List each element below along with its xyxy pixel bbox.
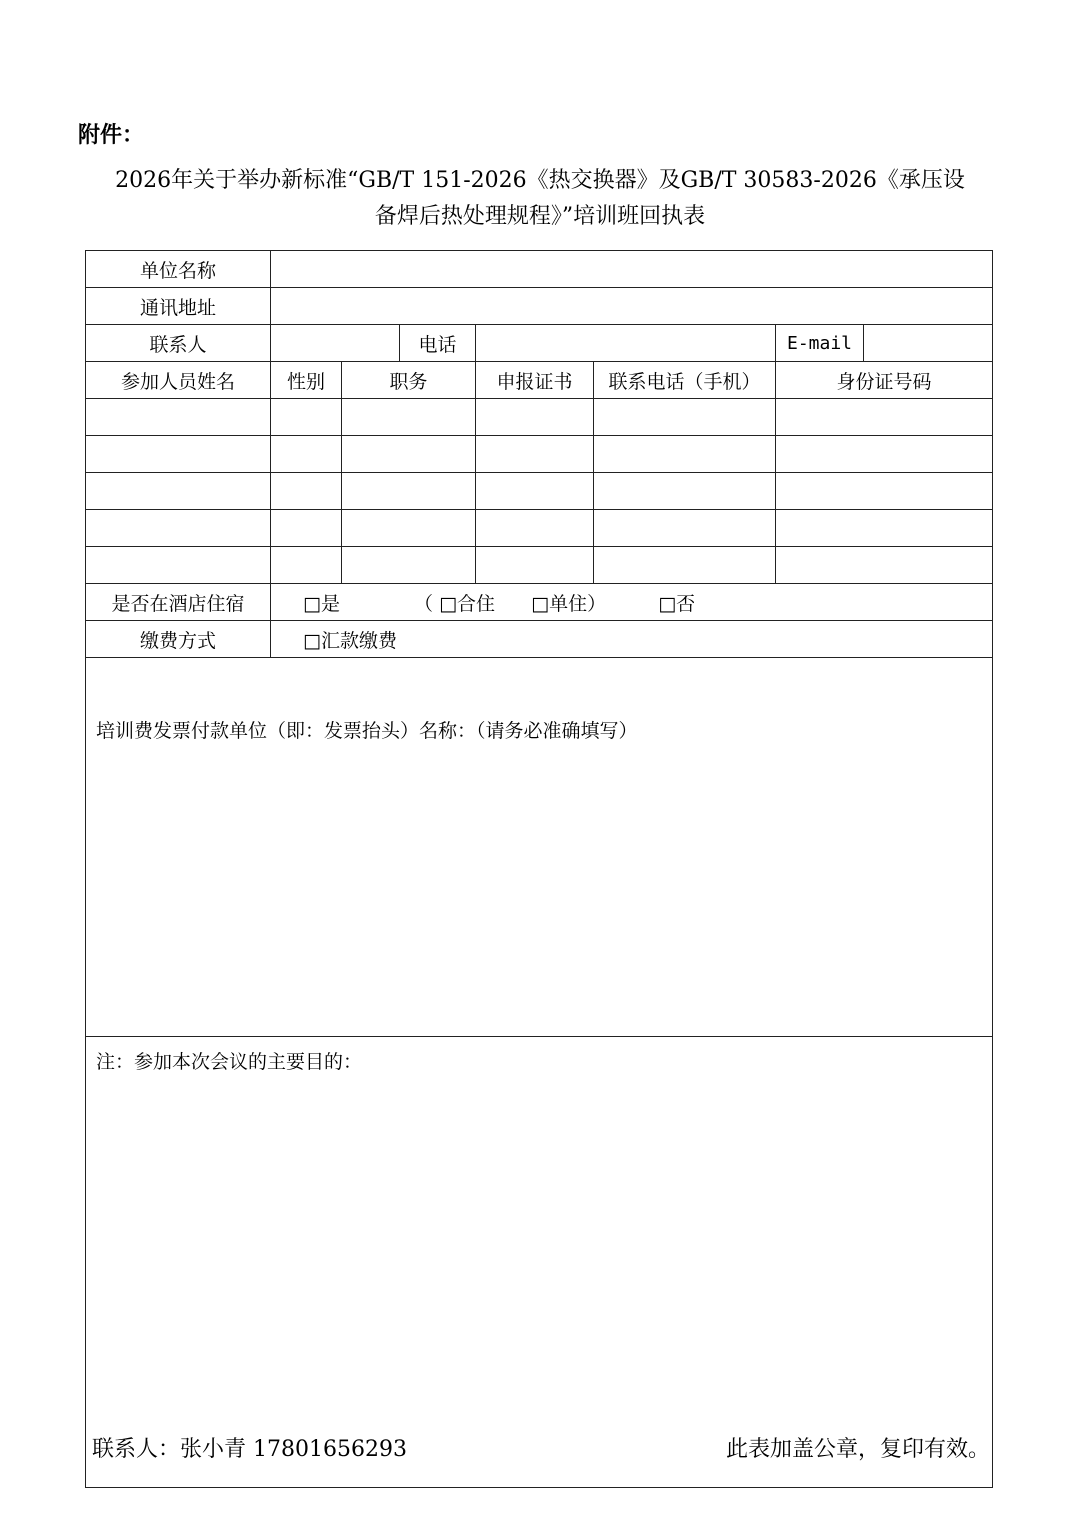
participant-name-cell[interactable] <box>86 473 271 510</box>
participant-id-cell[interactable] <box>776 473 993 510</box>
footer-contact: 联系人：张小青 17801656293 <box>92 1437 407 1462</box>
participant-certificate-cell[interactable] <box>476 510 594 547</box>
unit-name-row <box>86 251 993 288</box>
participant-mobile-cell[interactable] <box>594 473 776 510</box>
footer-stamp-note: 此表加盖公章，复印有效。 <box>725 1437 990 1462</box>
participant-name-cell[interactable] <box>86 436 271 473</box>
purpose-field[interactable] <box>86 1037 993 1488</box>
participant-gender-cell[interactable] <box>271 436 342 473</box>
hotel-label: 是否在酒店住宿 <box>86 584 271 621</box>
contact-field[interactable] <box>271 325 400 362</box>
purpose-note: 注：参加本次会议的主要目的： <box>96 1051 363 1073</box>
participant-id-cell[interactable] <box>776 547 993 584</box>
payment-options <box>271 621 993 658</box>
phone-field[interactable] <box>476 325 776 362</box>
address-field[interactable] <box>271 288 993 325</box>
participant-name-cell[interactable] <box>86 399 271 436</box>
payment-row <box>86 621 993 658</box>
hotel-options <box>271 584 993 621</box>
participant-certificate-cell[interactable] <box>476 547 594 584</box>
email-label: E-mail <box>776 325 864 362</box>
participant-gender-cell[interactable] <box>271 399 342 436</box>
phone-label: 电话 <box>400 325 476 362</box>
header-position: 职务 <box>342 362 476 399</box>
invoice-note: 培训费发票付款单位（即：发票抬头）名称：（请务必准确填写） <box>96 720 638 742</box>
attachment-label: 附件： <box>78 123 145 148</box>
header-id-number: 身份证号码 <box>776 362 993 399</box>
participant-position-cell[interactable] <box>342 547 476 584</box>
hotel-single-checkbox[interactable]: □单住） <box>531 592 607 615</box>
contact-label: 联系人 <box>86 325 271 362</box>
participant-row <box>86 436 993 473</box>
invoice-row <box>86 658 993 1037</box>
document-title-line-1: 2026年关于举办新标准“GB/T 151-2026《热交换器》及GB/T 30583-2026《承压设 <box>115 168 965 193</box>
email-field[interactable] <box>864 325 993 362</box>
hotel-open-paren: （ <box>414 592 434 615</box>
participant-position-cell[interactable] <box>342 510 476 547</box>
participant-mobile-cell[interactable] <box>594 547 776 584</box>
registration-form-table <box>85 250 993 1488</box>
address-row <box>86 288 993 325</box>
participant-mobile-cell[interactable] <box>594 399 776 436</box>
participant-gender-cell[interactable] <box>271 547 342 584</box>
hotel-shared-checkbox[interactable]: □合住 <box>439 592 496 615</box>
participant-row <box>86 510 993 547</box>
document-title-line-2: 备焊后热处理规程》”培训班回执表 <box>374 204 706 229</box>
participant-position-cell[interactable] <box>342 436 476 473</box>
participant-name-cell[interactable] <box>86 510 271 547</box>
invoice-field[interactable] <box>86 658 993 1037</box>
participant-gender-cell[interactable] <box>271 510 342 547</box>
participant-id-cell[interactable] <box>776 436 993 473</box>
header-gender: 性别 <box>271 362 342 399</box>
header-mobile: 联系电话（手机） <box>594 362 776 399</box>
payment-label: 缴费方式 <box>86 621 271 658</box>
participant-header-row <box>86 362 993 399</box>
participant-certificate-cell[interactable] <box>476 399 594 436</box>
participant-row <box>86 473 993 510</box>
address-label: 通讯地址 <box>86 288 271 325</box>
participant-certificate-cell[interactable] <box>476 473 594 510</box>
participant-id-cell[interactable] <box>776 399 993 436</box>
header-name: 参加人员姓名 <box>86 362 271 399</box>
participant-row <box>86 547 993 584</box>
payment-transfer-checkbox[interactable]: □汇款缴费 <box>303 629 397 652</box>
participant-name-cell[interactable] <box>86 547 271 584</box>
participant-position-cell[interactable] <box>342 473 476 510</box>
participant-id-cell[interactable] <box>776 510 993 547</box>
contact-row <box>86 325 993 362</box>
purpose-row <box>86 1037 993 1488</box>
hotel-row <box>86 584 993 621</box>
hotel-no-checkbox[interactable]: □否 <box>658 592 696 615</box>
participant-gender-cell[interactable] <box>271 473 342 510</box>
participant-position-cell[interactable] <box>342 399 476 436</box>
participant-mobile-cell[interactable] <box>594 510 776 547</box>
unit-name-label: 单位名称 <box>86 251 271 288</box>
participant-mobile-cell[interactable] <box>594 436 776 473</box>
hotel-yes-checkbox[interactable]: □是 <box>303 592 340 615</box>
participant-row <box>86 399 993 436</box>
header-certificate: 申报证书 <box>476 362 594 399</box>
unit-name-field[interactable] <box>271 251 993 288</box>
participant-certificate-cell[interactable] <box>476 436 594 473</box>
